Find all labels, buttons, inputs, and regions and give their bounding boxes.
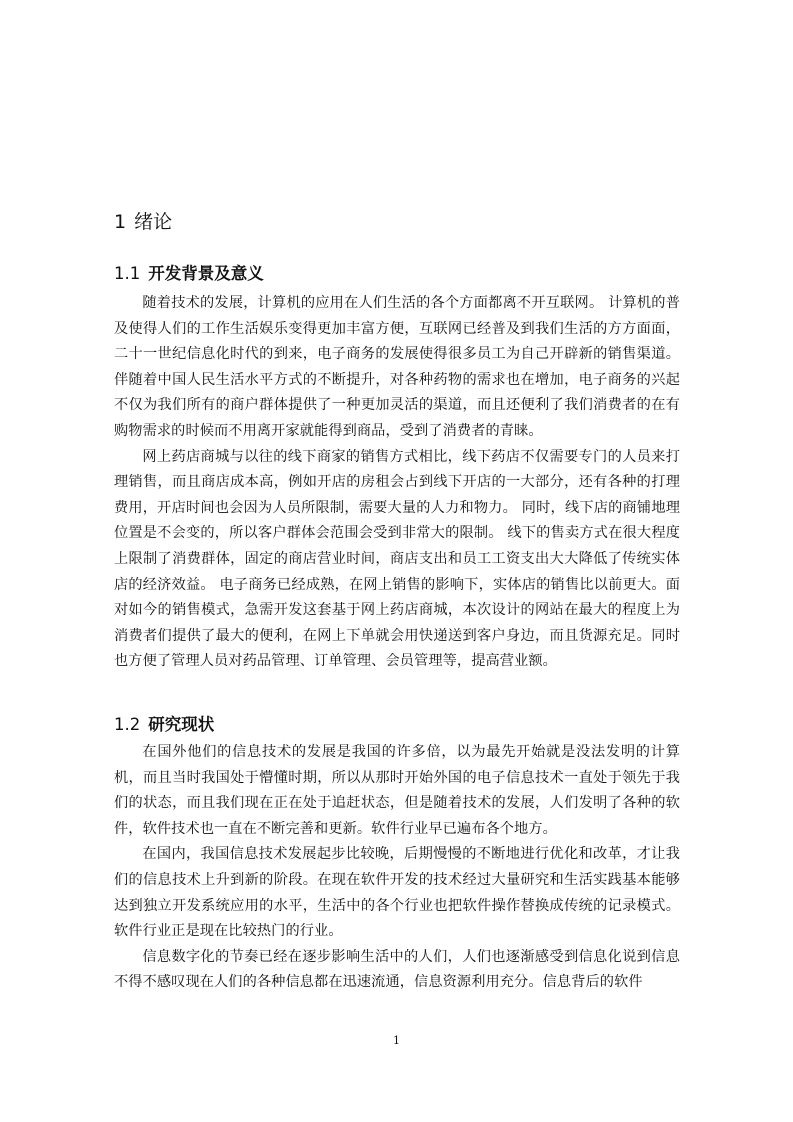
section-heading-1-1 xyxy=(114,261,264,287)
paragraph: 在国外他们的信息技术的发展是我国的许多倍，以为最先开始就是没法发明的计算机，而且当时我国处于懵懂时期，所以从那时开始外国的电子信息技术一直处于领先于我们的状态，而且我们现在正在处于追赶状态，但是随着技术的发展，人们发明了各种的软件，软件技术也一直在不断完善和更新。软件行业早已遍布各个地方。 xyxy=(114,744,680,837)
section-heading-1-2 xyxy=(114,712,214,738)
chapter-title: 绪论 xyxy=(134,211,173,233)
paragraph: 信息数字化的节奏已经在逐步影响生活中的人们，人们也逐渐感受到信息化说到信息不得不感叹现在人们的各种信息都在迅速流通，信息资源利用充分。信息背后的软件 xyxy=(114,948,680,991)
section-body-1-1 xyxy=(114,291,680,675)
section-title: 研究现状 xyxy=(148,715,215,734)
section-title: 开发背景及意义 xyxy=(148,264,264,283)
paragraph: 网上药店商城与以往的线下商家的销售方式相比，线下药店不仅需要专门的人员来打理销售，而且商店成本高，例如开店的房租会占到线下开店的一大部分，还有各种的打理费用，开店时间也会因为人员所限制，需要大量的人力和物力。 同时，线下店的商铺地理位置是不会变的，所以客户群体会范围会受到非常大的限制。 线下的售卖方式在很大程度上限制了消费群体，固定的商店营业时间，商店支出和员工工资支出大大降低了传统实体店的经济效益。 电子商务已经成熟，在网上销售的影响下，实体店的销售比以前更大。面对如今的销售模式，急需开发这套基于网上药店商城，本次设计的网站在最大的程度上为消费者们提供了最大的便利，在网上下单就会用快递送到客户身边，而且货源充足。同时也方便了管理人员对药品管理、订单管理、会员管理等，提高营业额。 xyxy=(114,448,680,670)
section-number: 1.1 xyxy=(114,264,141,283)
section-body-1-2 xyxy=(114,740,680,996)
section-number: 1.2 xyxy=(114,715,141,734)
chapter-heading xyxy=(114,208,172,236)
paragraph: 在国内，我国信息技术发展起步比较晚，后期慢慢的不断地进行优化和改革，才让我们的信息技术上升到新的阶段。在现在软件开发的技术经过大量研究和生活实践基本能够达到独立开发系统应用的水平，生活中的各个行业也把软件操作替换成传统的记录模式。软件行业正是现在比较热门的行业。 xyxy=(114,846,680,940)
paragraph: 随着技术的发展，计算机的应用在人们生活的各个方面都离不开互联网。 计算机的普及使得人们的工作生活娱乐变得更加丰富方便，互联网已经普及到我们生活的方方面面，二十一世纪信息化时代的到来，电子商务的发展使得很多员工为自己开辟新的销售渠道。 伴随着中国人民生活水平方式的不断提升，对各种药物的需求也在增加，电子商务的兴起不仅为我们所有的商户群体提供了一种更加灵活的渠道，而且还便利了我们消费者的在有购物需求的时候而不用离开家就能得到商品，受到了消费者的青睐。 xyxy=(114,295,680,439)
page-number: 1 xyxy=(393,1034,400,1047)
chapter-number: 1 xyxy=(114,211,127,233)
